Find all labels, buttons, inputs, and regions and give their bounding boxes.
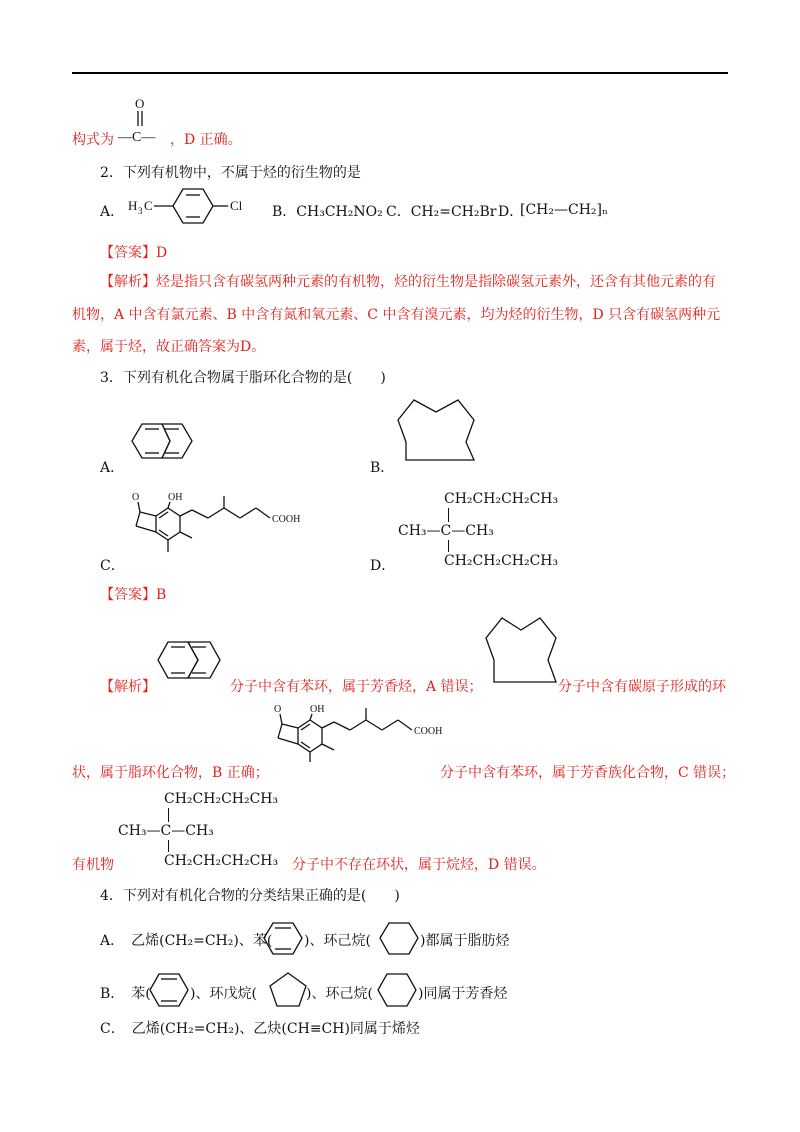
svg-text:3: 3 bbox=[138, 206, 143, 216]
svg-text:O: O bbox=[135, 96, 145, 111]
cyclohexane-icon bbox=[378, 920, 422, 960]
svg-text:COOH: COOH bbox=[414, 726, 443, 737]
svg-text:COOH: COOH bbox=[272, 514, 301, 525]
q2-analysis-line3: 素，属于烃，故正确答案为D。 bbox=[72, 339, 266, 355]
q3-analysis-label: 【解析】 bbox=[100, 679, 156, 695]
q2-stem: 2．下列有机物中，不属于烃的衍生物的是 bbox=[100, 165, 361, 181]
q4-option-a-part3: )都属于脂肪烃 bbox=[420, 933, 510, 949]
svg-text:OH: OH bbox=[310, 704, 325, 715]
svg-text:O: O bbox=[274, 704, 282, 715]
cyclodecane-structure-analysis bbox=[484, 616, 558, 688]
q3-analysis-d: 分子中不存在环状，属于烷烃，D 错误。 bbox=[292, 857, 546, 873]
q3-analysis-d-top-chain: CH₂CH₂CH₂CH₃ bbox=[164, 791, 279, 807]
q2-answer: 【答案】D bbox=[100, 245, 168, 261]
q3-d-bottom-chain: CH₂CH₂CH₂CH₃ bbox=[444, 553, 559, 569]
naphthalene-structure bbox=[130, 414, 210, 470]
q4-option-a-part2: )、环己烷( bbox=[304, 933, 371, 949]
q2-option-c: C．CH₂=CH₂Br bbox=[386, 204, 497, 220]
q3-analysis-d-bottom-chain: CH₂CH₂CH₂CH₃ bbox=[164, 853, 279, 869]
q3-d-bond-bottom bbox=[448, 540, 449, 552]
carbonyl-structure bbox=[116, 96, 176, 150]
q3-d-middle: CH₃—C—CH₃ bbox=[398, 523, 494, 539]
mycophenolic-acid-structure bbox=[128, 488, 308, 556]
chlorotoluene-structure bbox=[128, 186, 258, 226]
q3-analysis-a: 分子中含有苯环，属于芳香烃，A 错误； bbox=[230, 679, 483, 695]
q3-analysis-d-bond-top bbox=[168, 808, 169, 822]
polyethylene-formula: [CH₂—CH₂]ₙ bbox=[520, 202, 609, 218]
header-rule bbox=[72, 72, 728, 74]
q3-analysis-d-prefix: 有机物 bbox=[72, 857, 114, 873]
q3-option-d-label: D． bbox=[370, 558, 396, 574]
q3-option-a-label: A． bbox=[100, 460, 125, 476]
q4-option-b-part2: )、环戊烷( bbox=[190, 986, 257, 1002]
svg-text:H: H bbox=[128, 198, 138, 213]
q4-option-a-part1: A． 乙烯(CH₂=CH₂)、苯( bbox=[100, 933, 273, 949]
q4-stem: 4．下列对有机化合物的分类结果正确的是( ) bbox=[100, 888, 400, 904]
q4-option-c: C． 乙烯(CH₂=CH₂)、乙炔(CH≡CH)同属于烯烃 bbox=[100, 1021, 420, 1037]
q4-option-b-part4: )同属于芳香烃 bbox=[418, 986, 508, 1002]
q2-analysis-line1: 【解析】烃是指只含有碳氢两种元素的有机物，烃的衍生物是指除碳氢元素外，还含有其他元素的有 bbox=[100, 274, 716, 290]
benzene-icon bbox=[262, 920, 306, 960]
q2-option-b: B．CH₃CH₂NO₂ bbox=[272, 204, 383, 220]
q2-option-d-label: D． bbox=[498, 204, 524, 220]
q3-option-c-label: C． bbox=[100, 558, 125, 574]
svg-text:—C—: —C— bbox=[118, 130, 156, 145]
q4-option-b-part1: B． 苯( bbox=[100, 986, 151, 1002]
q3-d-bond-top bbox=[448, 508, 449, 522]
q3-analysis-c: 分子中含有苯环，属于芳香族化合物，C 错误； bbox=[440, 765, 736, 781]
svg-text:Cl: Cl bbox=[230, 198, 243, 213]
mycophenolic-acid-structure-analysis bbox=[268, 700, 448, 764]
naphthalene-structure-analysis bbox=[156, 630, 236, 690]
q2-analysis-line2: 机物，A 中含有氯元素、B 中含有氮和氧元素、C 中含有溴元素，均为烃的衍生物，D 只含有碳氢两种元 bbox=[72, 307, 721, 323]
cyclopentane-icon bbox=[266, 970, 310, 1010]
benzene-icon bbox=[148, 970, 192, 1010]
cyclohexane-icon bbox=[376, 970, 420, 1010]
q2-option-a-label: A． bbox=[100, 204, 125, 220]
svg-text:OH: OH bbox=[168, 492, 183, 503]
q3-stem: 3．下列有机化合物属于脂环化合物的是( ) bbox=[100, 370, 386, 386]
q3-analysis-d-middle: CH₃—C—CH₃ bbox=[118, 823, 214, 839]
q3-analysis-d-bond-bottom bbox=[168, 840, 169, 852]
svg-text:O: O bbox=[132, 492, 140, 503]
q3-analysis-b2: 状，属于脂环化合物，B 正确； bbox=[72, 765, 269, 781]
q4-option-b-part3: )、环己烷( bbox=[306, 986, 373, 1002]
svg-text:C: C bbox=[144, 198, 153, 213]
q3-d-top-chain: CH₂CH₂CH₂CH₃ bbox=[444, 491, 559, 507]
top-prefix: 构式为 bbox=[72, 132, 114, 148]
cyclodecane-structure bbox=[396, 398, 478, 470]
top-suffix: ，D 正确。 bbox=[170, 132, 242, 148]
q3-analysis-b1: 分子中含有碳原子形成的环 bbox=[558, 679, 726, 695]
q3-answer: 【答案】B bbox=[100, 587, 167, 603]
q3-option-b-label: B． bbox=[370, 460, 395, 476]
